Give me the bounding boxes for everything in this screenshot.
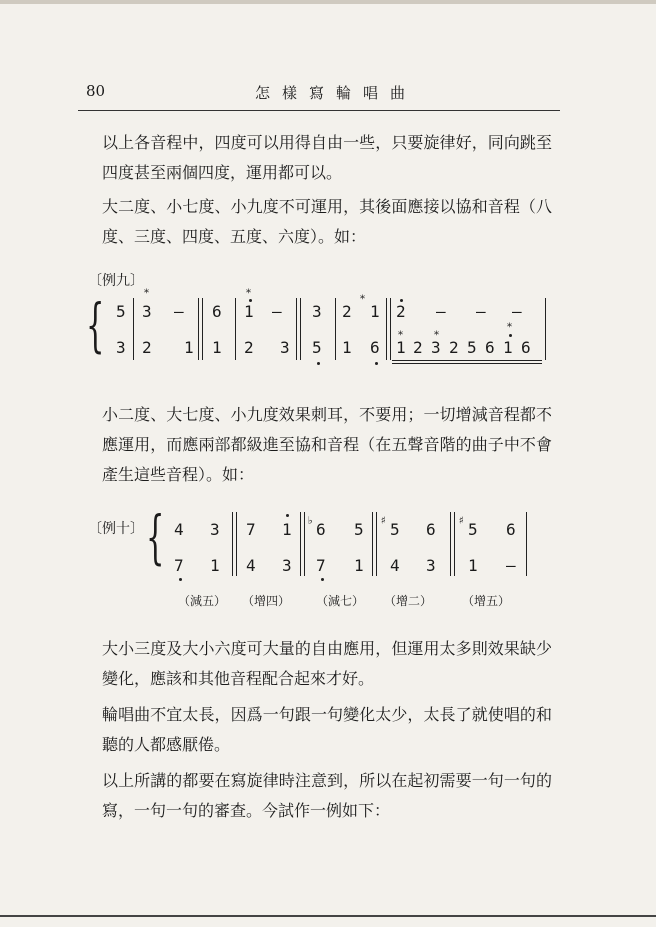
header-rule <box>78 110 560 111</box>
ex9-u4: 6 <box>212 302 222 321</box>
paragraph-3: 小二度、大七度、小九度效果刺耳，不要用；一切增減音程都不應運用，而應兩部都級進至協和音程（在五聲音階的曲子中不會產生這些音程）。如： <box>102 405 552 484</box>
caption-1: （減五） <box>178 594 227 608</box>
ex10-u6: 5 <box>354 520 364 539</box>
ex9-l9: 6 <box>370 338 380 357</box>
ex9-l16: 1 <box>503 338 513 357</box>
ex9-star: * <box>360 294 365 305</box>
ex9-star: * <box>434 330 439 341</box>
double-barline <box>300 512 305 576</box>
ex9-l10: 1 <box>396 338 406 357</box>
ex10-u5: 6 <box>316 520 326 539</box>
ex10-l5: 7 <box>316 556 326 575</box>
flat-sign: ♭ <box>307 514 314 527</box>
ex9-l7: 5 <box>312 338 322 357</box>
double-barline <box>386 298 391 360</box>
high-dot <box>509 334 512 337</box>
double-barline <box>372 512 377 576</box>
sharp-sign: ♯ <box>380 514 387 527</box>
ex9-star: * <box>246 288 251 299</box>
ex10-l3: 4 <box>246 556 256 575</box>
ex9-u9: 1 <box>370 302 380 321</box>
ex10-u4: 1 <box>282 520 292 539</box>
example-10-brace: { <box>146 503 165 571</box>
barline <box>335 298 336 360</box>
ex10-u3: 7 <box>246 520 256 539</box>
double-barline <box>450 512 455 576</box>
ex10-l2: 1 <box>210 556 220 575</box>
ex10-u8: 6 <box>426 520 436 539</box>
ex9-l14: 5 <box>467 338 477 357</box>
ex10-l9: 1 <box>468 556 478 575</box>
caption-2: （增四） <box>242 594 291 608</box>
caption-3: （減七） <box>316 594 365 608</box>
low-dot <box>317 362 320 365</box>
double-barline <box>232 512 237 576</box>
caption-5: （增五） <box>462 594 511 608</box>
running-title: 怎樣寫輪唱曲 <box>255 84 418 102</box>
ex10-l10: — <box>506 556 516 575</box>
ex10-u9: 5 <box>468 520 478 539</box>
page-bottom-edge <box>0 915 656 917</box>
ex10-u1: 4 <box>174 520 184 539</box>
example-9-brace: { <box>86 291 105 359</box>
ex9-u13: — <box>512 302 522 321</box>
ex9-l2: 2 <box>142 338 152 357</box>
example-9-label: 〔例九〕 <box>88 273 144 289</box>
barline <box>235 298 236 360</box>
ex9-l13: 2 <box>449 338 459 357</box>
double-barline <box>296 298 301 360</box>
ex9-u7: 3 <box>312 302 322 321</box>
ex10-l1: 7 <box>174 556 184 575</box>
ex9-u8: 2 <box>342 302 352 321</box>
ex9-l17: 6 <box>521 338 531 357</box>
ex9-u11: — <box>436 302 446 321</box>
caption-4: （增二） <box>384 594 433 608</box>
ex9-l4: 1 <box>212 338 222 357</box>
low-dot <box>321 578 324 581</box>
ex9-u6: — <box>272 302 282 321</box>
ex9-l11: 2 <box>413 338 423 357</box>
ex10-l7: 4 <box>390 556 400 575</box>
ex9-l12: 3 <box>431 338 441 357</box>
ex9-u10: 2 <box>396 302 406 321</box>
ex9-star: * <box>144 288 149 299</box>
ex10-u10: 6 <box>506 520 516 539</box>
ex9-l3: 1 <box>184 338 194 357</box>
page-number: 80 <box>86 82 106 100</box>
paragraph-1: 以上各音程中，四度可以用得自由一些，只要旋律好，同向跳至四度甚至兩個四度，運用都可以。 <box>102 133 552 182</box>
paragraph-5: 輪唱曲不宜太長，因爲一句跟一句變化太少，太長了就使唱的和聽的人都感厭倦。 <box>102 705 552 754</box>
ex10-l4: 3 <box>282 556 292 575</box>
ex10-u7: 5 <box>390 520 400 539</box>
paragraph-4: 大小三度及大小六度可大量的自由應用，但運用太多則效果缺少變化，應該和其他音程配合起來才好。 <box>102 639 552 688</box>
low-dot <box>375 362 378 365</box>
ex9-l1: 3 <box>116 338 126 357</box>
beam-line <box>392 363 542 364</box>
ex9-u2: 3 <box>142 302 152 321</box>
ex9-l6: 3 <box>280 338 290 357</box>
ex9-u12: — <box>476 302 486 321</box>
scan-edge <box>0 0 656 4</box>
ex9-l5: 2 <box>244 338 254 357</box>
paragraph-2: 大二度、小七度、小九度不可運用，其後面應接以協和音程（八度、三度、四度、五度、六度）。如： <box>102 197 552 246</box>
ex9-l8: 1 <box>342 338 352 357</box>
barline <box>133 298 134 360</box>
end-barline <box>526 512 527 576</box>
ex9-u3: — <box>174 302 184 321</box>
ex10-u2: 3 <box>210 520 220 539</box>
ex10-l8: 3 <box>426 556 436 575</box>
end-barline <box>545 298 546 360</box>
ex9-star: * <box>507 322 512 333</box>
sharp-sign: ♯ <box>458 514 465 527</box>
ex9-u1: 5 <box>116 302 126 321</box>
ex10-l6: 1 <box>354 556 364 575</box>
paragraph-6: 以上所講的都要在寫旋律時注意到，所以在起初需要一句一句的寫，一句一句的審查。今試作一例如下： <box>102 771 552 820</box>
beam-line <box>392 360 542 361</box>
example-10-label: 〔例十〕 <box>88 521 144 537</box>
ex9-l15: 6 <box>485 338 495 357</box>
double-barline <box>198 298 203 360</box>
high-dot <box>286 514 289 517</box>
low-dot <box>179 578 182 581</box>
ex9-u5: 1 <box>244 302 254 321</box>
ex9-star: * <box>398 330 403 341</box>
